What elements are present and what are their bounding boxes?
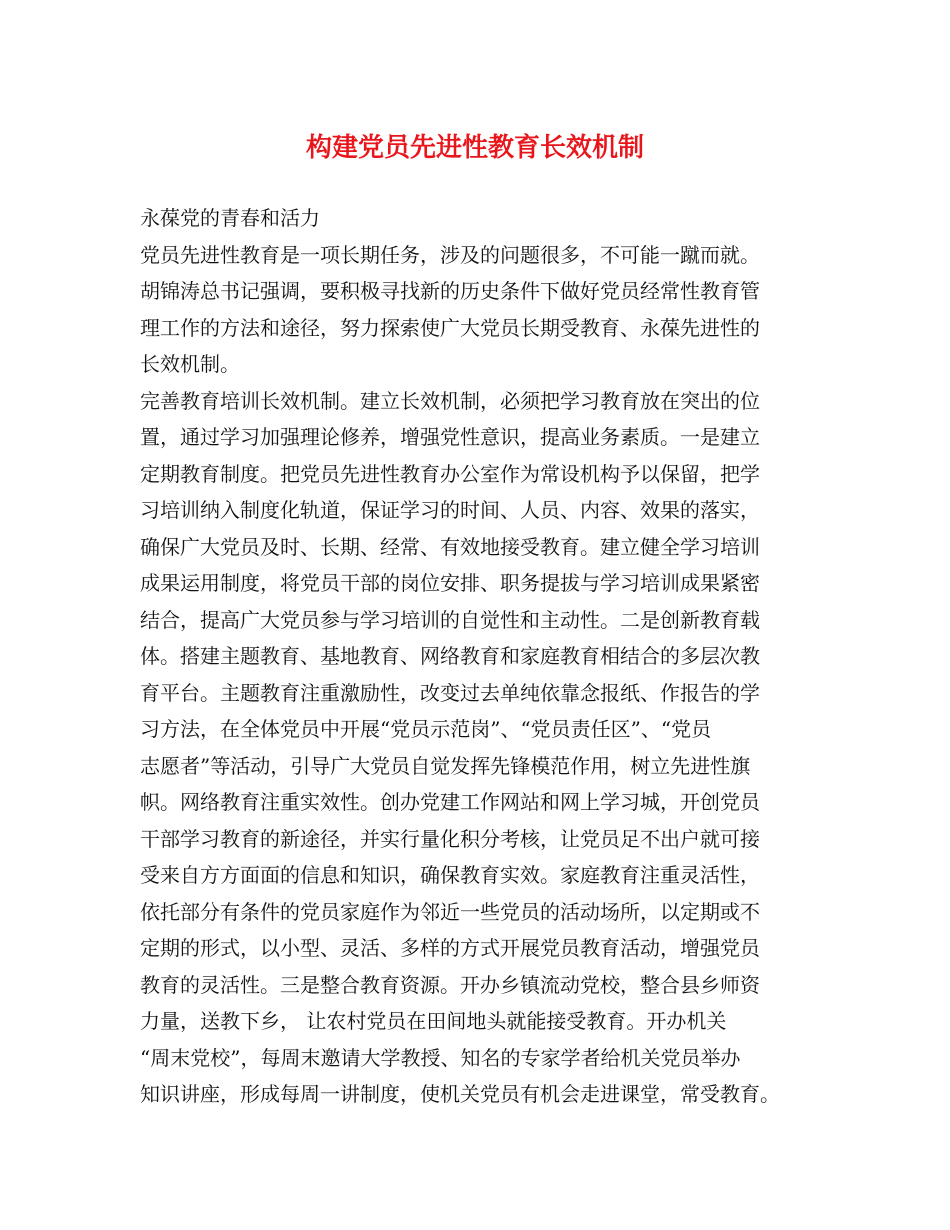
body-line: 干部学习教育的新途径，并实行量化积分考核，让党员足不出户就可接: [140, 826, 760, 851]
body-line: 志愿者”等活动，引导广大党员自觉发挥先锋模范作用，树立先进性旗: [140, 753, 751, 778]
body-line: 帜。网络教育注重实效性。创办党建工作网站和网上学习城，开创党员: [140, 790, 760, 814]
document-body: [140, 200, 830, 1113]
body-line: 党员先进性教育是一项长期任务，涉及的问题很多，不可能一蹴而就。: [140, 242, 760, 267]
body-line: 体。搭建主题教育、基地教育、网络教育和家庭教育相结合的多层次教: [140, 644, 760, 668]
body-line: 成果运用制度，将党员干部的岗位安排、职务提拔与学习培训成果紧密: [140, 571, 760, 595]
body-line: 结合，提高广大党员参与学习培训的自觉性和主动性。二是创新教育载: [140, 607, 760, 632]
document-title: 构建党员先进性教育长效机制: [305, 133, 644, 163]
body-line: 长效机制。: [140, 352, 240, 376]
body-line: 置，通过学习加强理论修养，增强党性意识，提高业务素质。一是建立: [140, 425, 760, 449]
body-line: “周末党校”，每周末邀请大学教授、知名的专家学者给机关党员举办: [140, 1045, 741, 1070]
body-line: 胡锦涛总书记强调，要积极寻找新的历史条件下做好党员经常性教育管: [140, 279, 760, 303]
body-line: 完善教育培训长效机制。建立长效机制，必须把学习教育放在突出的位: [140, 388, 760, 413]
body-line: 教育的灵活性。三是整合教育资源。开办乡镇流动党校，整合县乡师资: [140, 972, 760, 997]
body-line: 定期教育制度。把党员先进性教育办公室作为常设机构予以保留，把学: [140, 461, 760, 486]
body-line: 知识讲座，形成每周一讲制度，使机关党员有机会走进课堂，常受教育。: [140, 1082, 780, 1106]
body-line: 理工作的方法和途径，努力探索使广大党员长期受教育、永葆先进性的: [140, 315, 760, 340]
body-line: 定期的形式，以小型、灵活、多样的方式开展党员教育活动，增强党员: [140, 936, 760, 960]
body-line: 受来自方方面面的信息和知识，确保教育实效。家庭教育注重灵活性，: [140, 863, 760, 887]
body-line: 习方法，在全体党员中开展“党员示范岗”、“党员责任区”、“党员: [140, 717, 712, 741]
body-line: 确保广大党员及时、长期、经常、有效地接受教育。建立健全学习培训: [140, 534, 760, 559]
body-line: 育平台。主题教育注重激励性，改变过去单纯依靠念报纸、作报告的学: [140, 680, 760, 705]
body-line: 力量，送教下乡， 让农村党员在田间地头就能接受教育。开办机关: [140, 1009, 727, 1033]
body-line: 习培训纳入制度化轨道，保证学习的时间、人员、内容、效果的落实，: [140, 498, 760, 522]
document-subtitle: 永葆党的青春和活力: [140, 206, 320, 230]
body-line: 依托部分有条件的党员家庭作为邻近一些党员的活动场所，以定期或不: [140, 899, 760, 924]
